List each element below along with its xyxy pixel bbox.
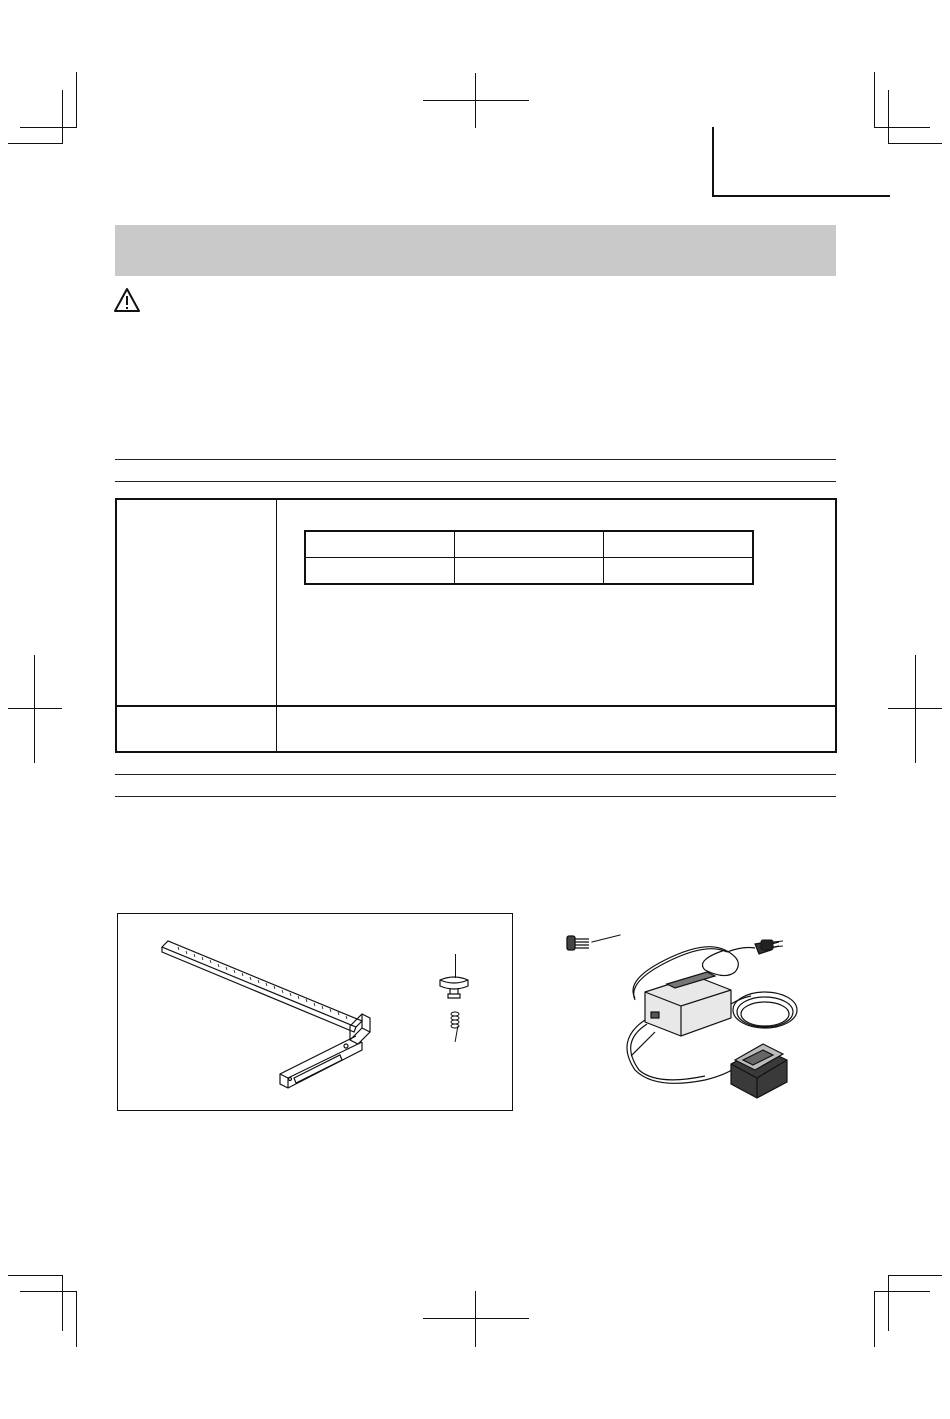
spec-table-column-divider bbox=[276, 499, 277, 752]
registration-mark bbox=[423, 1318, 529, 1319]
registration-mark bbox=[423, 100, 529, 101]
section-rule bbox=[115, 774, 836, 775]
battery-adapter-icon bbox=[725, 1030, 805, 1100]
crop-mark bbox=[62, 90, 63, 144]
section-rule bbox=[115, 796, 836, 797]
section-header-bar bbox=[115, 225, 836, 276]
crop-mark bbox=[8, 143, 62, 144]
table-row bbox=[305, 558, 753, 585]
crop-mark bbox=[874, 1291, 930, 1292]
crop-mark bbox=[874, 1291, 875, 1347]
crop-mark bbox=[20, 127, 76, 128]
crop-mark bbox=[76, 72, 77, 128]
crop-mark bbox=[76, 1291, 77, 1347]
table-cell bbox=[455, 558, 604, 585]
registration-mark bbox=[34, 655, 35, 763]
registration-mark bbox=[915, 655, 916, 763]
registration-mark bbox=[8, 708, 62, 709]
registration-mark bbox=[888, 708, 942, 709]
crop-mark bbox=[888, 143, 942, 144]
crop-mark bbox=[888, 1275, 942, 1276]
crop-mark bbox=[20, 1291, 76, 1292]
leader-line bbox=[455, 954, 456, 978]
crop-mark bbox=[874, 127, 930, 128]
crop-mark bbox=[8, 1275, 62, 1276]
table-cell bbox=[604, 531, 754, 558]
table-row bbox=[305, 531, 753, 558]
power-plug-icon bbox=[759, 936, 789, 956]
spec-inner-table bbox=[304, 530, 754, 585]
table-cell bbox=[305, 558, 455, 585]
crop-mark bbox=[888, 90, 889, 144]
crop-mark bbox=[62, 1275, 63, 1331]
table-cell bbox=[455, 531, 604, 558]
registration-mark bbox=[475, 1291, 476, 1347]
page-tab-underline bbox=[712, 195, 890, 197]
crop-mark bbox=[874, 72, 875, 128]
figure-ruler-guide bbox=[117, 913, 513, 1111]
registration-mark bbox=[475, 73, 476, 128]
crop-mark bbox=[888, 1275, 889, 1331]
warning-triangle-icon bbox=[113, 287, 141, 313]
table-cell bbox=[604, 558, 754, 585]
table-cell bbox=[305, 531, 455, 558]
page-tab bbox=[712, 127, 714, 197]
spec-table-row-divider bbox=[116, 705, 836, 707]
section-rule bbox=[115, 459, 836, 460]
figure-ac-adapter bbox=[555, 920, 815, 1105]
section-rule bbox=[115, 481, 836, 482]
